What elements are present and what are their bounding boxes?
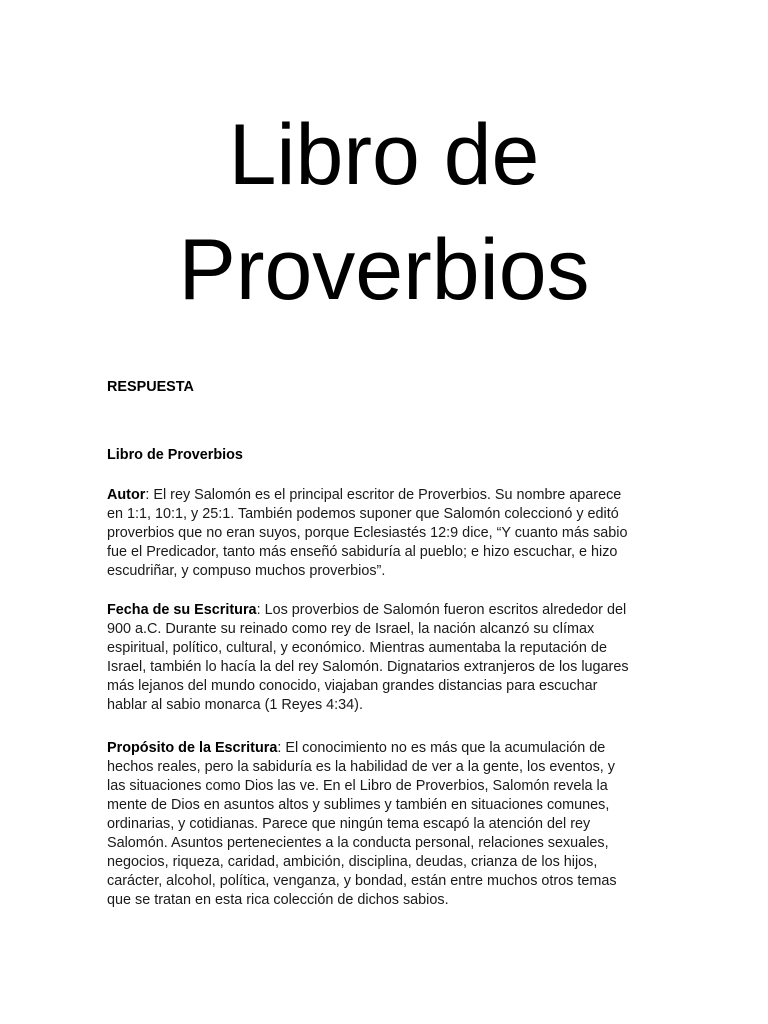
- paragraph-line: mente de Dios en asuntos altos y sublimes y también en situaciones comunes,: [107, 797, 610, 813]
- paragraph-line: Israel, también lo hacía la del rey Salomón. Dignatarios extranjeros de los lugares: [107, 659, 629, 675]
- paragraph-line: negocios, riqueza, caridad, ambición, disciplina, deudas, crianza de los hijos,: [107, 854, 598, 870]
- paragraph-line: en 1:1, 10:1, y 25:1. También podemos suponer que Salomón coleccionó y editó: [107, 506, 619, 522]
- paragraph-line: ordinarias, y cotidianas. Parece que ningún tema escapó la atención del rey: [107, 816, 591, 832]
- paragraph-autor: [107, 486, 687, 581]
- paragraph-line: fue el Predicador, tanto más enseñó sabiduría al pueblo; e hizo escuchar, e hizo: [107, 544, 618, 560]
- paragraph-line: [107, 486, 687, 505]
- line-text: : El conocimiento no es más que la acumulación de: [277, 740, 606, 756]
- section-heading: [107, 446, 687, 465]
- paragraph-line: [107, 601, 687, 620]
- document-title-line-1: Libro de: [228, 107, 540, 203]
- paragraph-line: proverbios que no eran suyos, porque Eclesiastés 12:9 dice, “Y cuanto más sabio: [107, 525, 628, 541]
- paragraph-line: escudriñar, y compuso muchos proverbios”.: [107, 563, 386, 579]
- line-text: : El rey Salomón es el principal escritor de Proverbios. Su nombre aparece: [145, 487, 622, 503]
- respuesta-text: RESPUESTA: [107, 379, 194, 395]
- line-text: : Los proverbios de Salomón fueron escritos alrededor del: [256, 602, 627, 618]
- paragraph-proposito: [107, 739, 687, 910]
- paragraph-line: que se tratan en esta rica colección de dichos sabios.: [107, 892, 449, 908]
- paragraph-label: Propósito de la Escritura: [107, 740, 278, 756]
- paragraph-line: más lejanos del mundo conocido, viajaban grandes distancias para escuchar: [107, 678, 598, 694]
- document-title-line-2: Proverbios: [178, 222, 590, 318]
- paragraph-line: hablar al sabio monarca (1 Reyes 4:34).: [107, 697, 363, 713]
- paragraph-line: [107, 739, 687, 758]
- paragraph-line: Salomón. Asuntos pertenecientes a la conducta personal, relaciones sexuales,: [107, 835, 609, 851]
- paragraph-line: carácter, alcohol, política, venganza, y bondad, están entre muchos otros temas: [107, 873, 617, 889]
- paragraph-line: las situaciones como Dios las ve. En el Libro de Proverbios, Salomón revela la: [107, 778, 608, 794]
- paragraph-line: hechos reales, pero la sabiduría es la habilidad de ver a la gente, los eventos, y: [107, 759, 615, 775]
- paragraph-label: Autor: [107, 487, 146, 503]
- paragraph-line: 900 a.C. Durante su reinado como rey de Israel, la nación alcanzó su clímax: [107, 621, 595, 637]
- paragraph-fecha: [107, 601, 687, 715]
- respuesta-label: [107, 378, 687, 397]
- paragraph-line: espiritual, político, cultural, y económico. Mientras aumentaba la reputación de: [107, 640, 607, 656]
- section-heading-text: Libro de Proverbios: [107, 447, 243, 463]
- paragraph-label: Fecha de su Escritura: [107, 602, 257, 618]
